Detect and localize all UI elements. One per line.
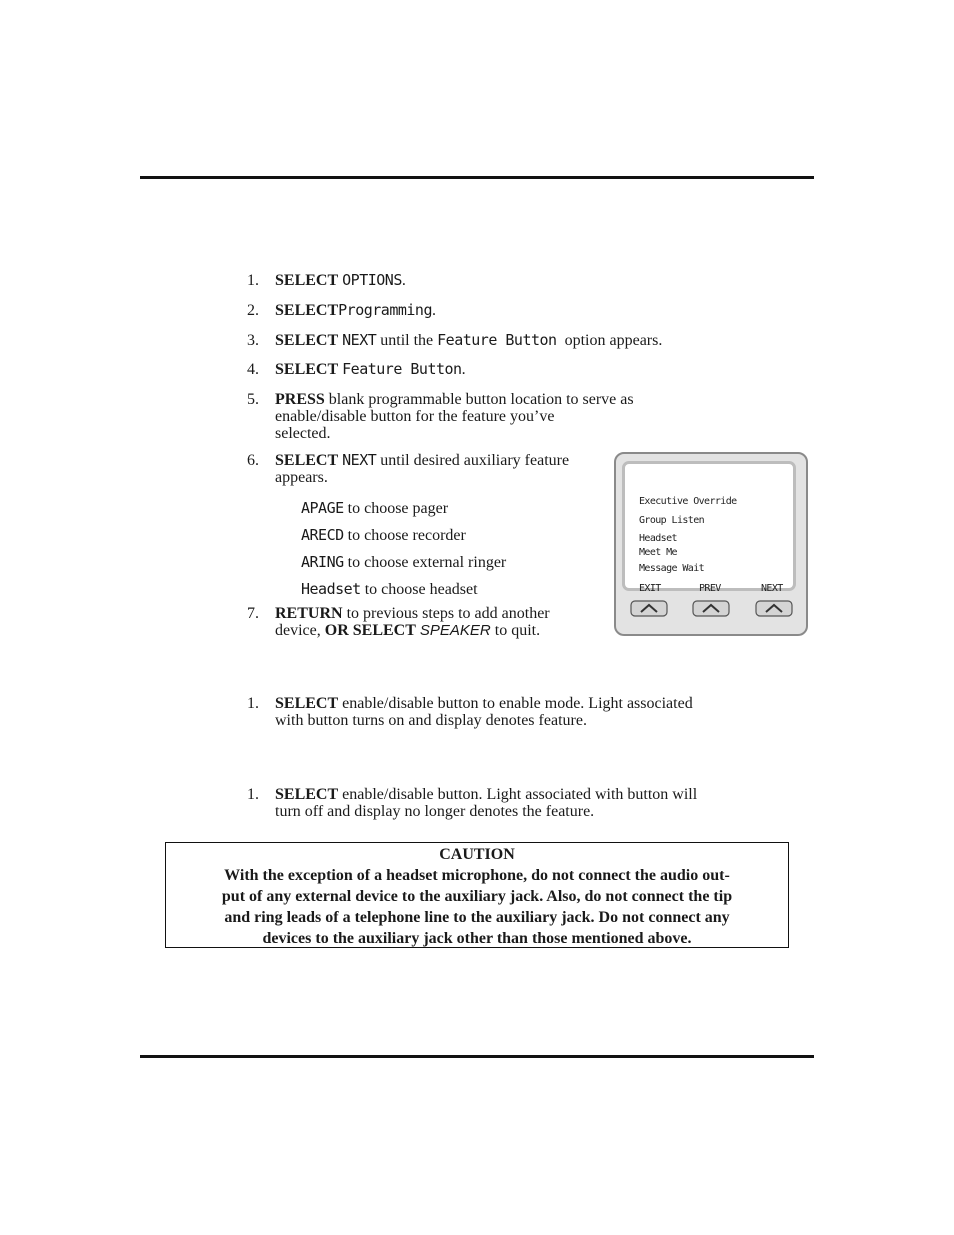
caution-line: devices to the auxiliary jack other than those mentioned above.: [262, 930, 692, 947]
caution-line: With the exception of a headset microphone, do not connect the audio out-: [224, 867, 730, 884]
display-line: Executive Override: [639, 496, 737, 507]
lcd-next: NEXT: [342, 331, 377, 349]
display-line: Meet Me: [639, 547, 677, 558]
softkey-button-prev[interactable]: [692, 600, 730, 617]
step-number: 1.: [247, 272, 259, 289]
softkey-label-exit: EXIT: [639, 583, 661, 594]
lcd-feature-button: Feature Button: [342, 360, 462, 378]
lcd-feature-button: Feature Button: [437, 331, 557, 349]
softkey-button-exit[interactable]: [630, 600, 668, 617]
step-text: SELECTProgramming.: [275, 301, 436, 319]
caution-title: CAUTION: [439, 846, 515, 863]
step-number: 1.: [247, 695, 259, 712]
option-headset: Headset to choose headset: [301, 580, 478, 598]
caution-line: put of any external device to the auxiliary jack. Also, do not connect the tip: [221, 888, 733, 905]
step-number: 2.: [247, 302, 259, 319]
step-number: 4.: [247, 361, 259, 378]
lcd-options: OPTIONS: [342, 271, 402, 289]
softkey-label-next: NEXT: [761, 583, 783, 594]
step-text: RETURN to previous steps to add another device, OR SELECT SPEAKER to quit.: [275, 605, 550, 639]
step-text: SELECT Feature Button.: [275, 360, 466, 378]
lcd-next: NEXT: [342, 451, 377, 469]
display-line: Group Listen: [639, 515, 705, 526]
lcd-screen: [622, 461, 796, 594]
option-recorder: ARECD to choose recorder: [301, 526, 466, 544]
step-number: 3.: [247, 332, 259, 349]
step-number: 5.: [247, 391, 259, 408]
caution-box: [165, 842, 789, 948]
phone-display-illustration: [614, 452, 808, 636]
softkey-label-prev: PREV: [699, 583, 721, 594]
caution-line: and ring leads of a telephone line to the auxiliary jack. Do not connect any: [224, 909, 730, 926]
step-number: 6.: [247, 452, 259, 469]
display-line: Message Wait: [639, 563, 705, 574]
softkey-button-next[interactable]: [755, 600, 793, 617]
bottom-rule: [140, 1055, 814, 1058]
option-ringer: ARING to choose external ringer: [301, 553, 507, 571]
step-text: SELECT enable/disable button. Light associated with button will turn off and display no longer denotes the feature.: [275, 786, 698, 820]
option-pager: APAGE to choose pager: [301, 499, 449, 517]
step-number: 1.: [247, 786, 259, 803]
step-number: 7.: [247, 605, 259, 622]
lcd-programming: Programming: [338, 301, 432, 319]
step-text: SELECT OPTIONS.: [275, 271, 406, 289]
step-text: SELECT NEXT until the Feature Button option appears.: [275, 331, 663, 349]
step-text: PRESS blank programmable button location to serve as enable/disable button for the feature you’ve selected.: [275, 391, 634, 442]
speaker-key: SPEAKER: [419, 622, 491, 639]
top-rule: [140, 176, 814, 179]
display-line: Headset: [639, 533, 677, 544]
step-text: SELECT NEXT until desired auxiliary feature appears.: [275, 451, 570, 486]
step-text: SELECT enable/disable button to enable mode. Light associated with button turns on and display denotes feature.: [275, 695, 693, 729]
